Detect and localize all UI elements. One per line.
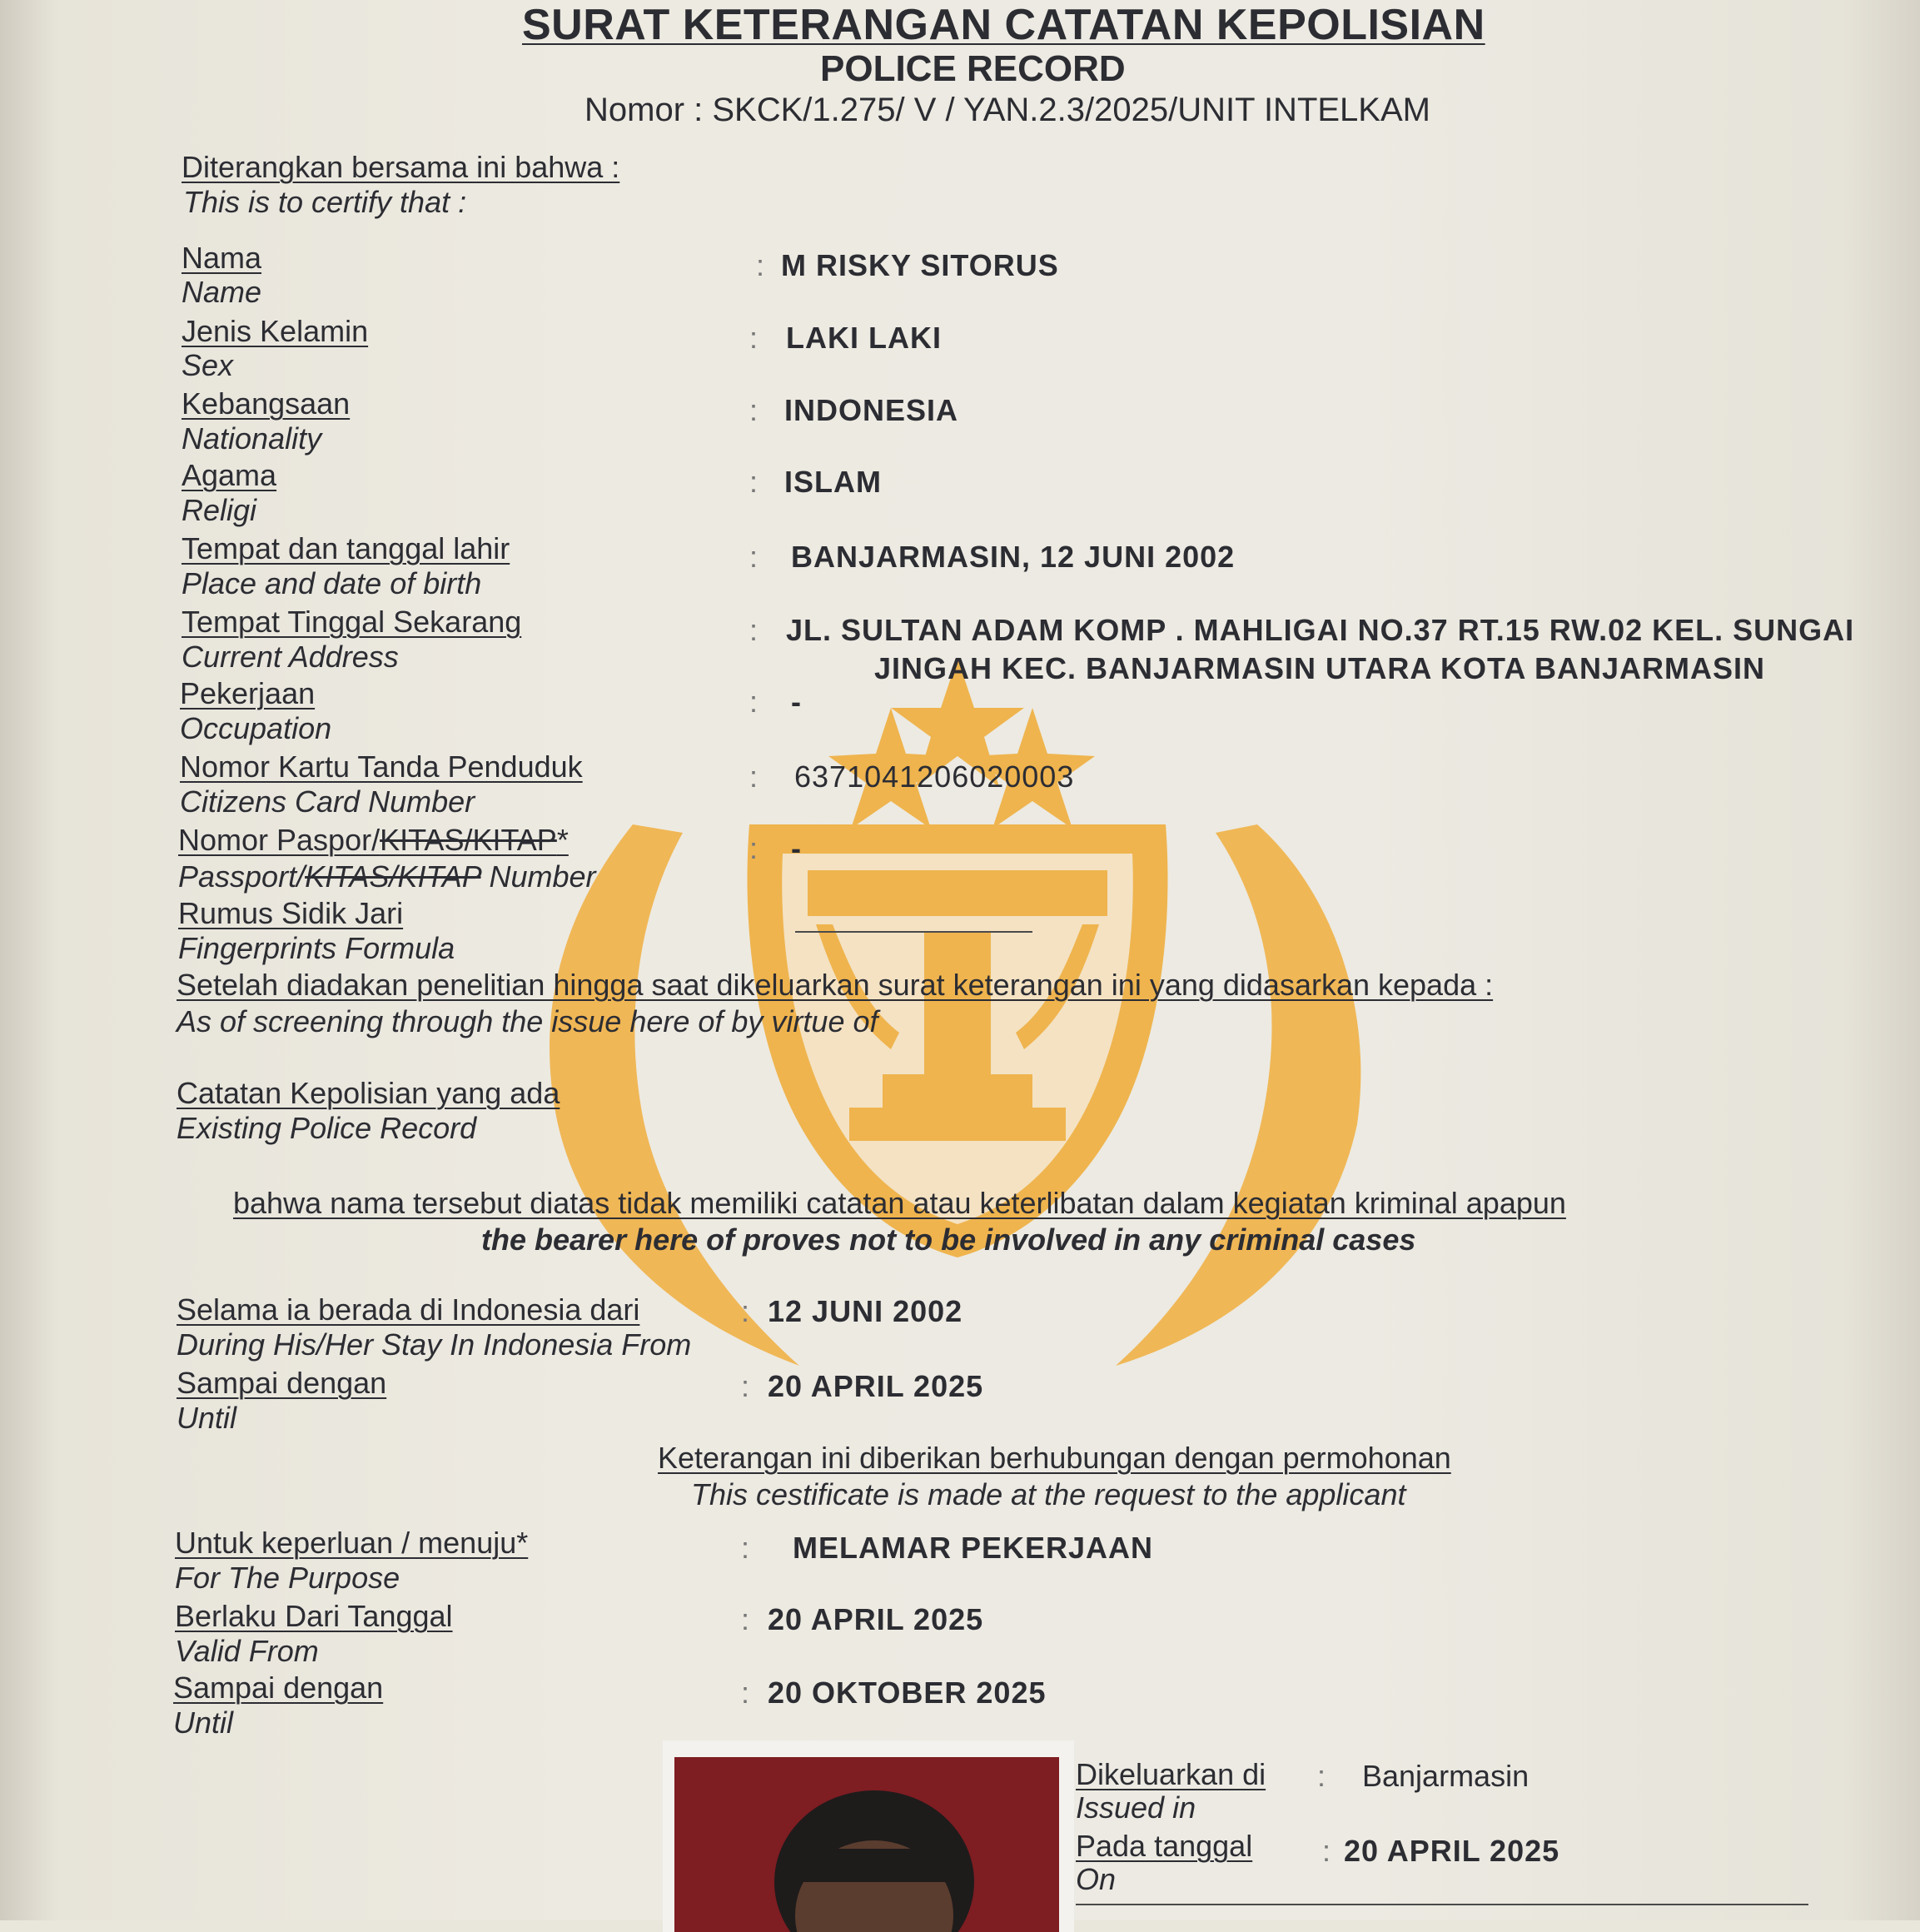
field-occupation-label-en: Occupation	[180, 711, 332, 745]
document-number: Nomor : SKCK/1.275/ V / YAN.2.3/2025/UNIT INTELKAM	[584, 92, 1430, 128]
stay-until-label: Sampai dengan	[177, 1366, 387, 1400]
field-address-value: JL. SULTAN ADAM KOMP . MAHLIGAI NO.37 RT.15 RW.02 KEL. SUNGAI	[786, 613, 1855, 647]
field-passport-label: Nomor Paspor/KITAS/KITAP*	[178, 823, 569, 857]
stay-until-label-en: Until	[177, 1401, 237, 1435]
field-sex-label-en: Sex	[182, 348, 234, 382]
field-nationality-label: Kebangsaan	[182, 386, 351, 421]
colon: :	[741, 1602, 750, 1636]
field-sex-value: LAKI LAKI	[786, 321, 942, 355]
field-name-label-en: Name	[182, 275, 262, 309]
field-birth-label-en: Place and date of birth	[182, 566, 482, 600]
request-label: Keterangan ini diberikan berhubungan dengan permohonan	[658, 1441, 1451, 1475]
issued-place-value: Banjarmasin	[1362, 1759, 1530, 1793]
record-label: Catatan Kepolisian yang ada	[177, 1076, 560, 1110]
record-label-en: Existing Police Record	[177, 1111, 477, 1145]
intro-label: Diterangkan bersama ini bahwa :	[182, 150, 620, 184]
colon: :	[749, 321, 759, 355]
colon: :	[741, 1294, 750, 1328]
field-religion-label-en: Religi	[182, 493, 257, 527]
colon: :	[741, 1369, 750, 1403]
valid-from-value: 20 APRIL 2025	[768, 1602, 984, 1636]
field-idcard-label-en: Citizens Card Number	[180, 784, 475, 819]
document-title: SURAT KETERANGAN CATATAN KEPOLISIAN	[522, 1, 1485, 49]
field-idcard-value: 6371041206020003	[794, 759, 1075, 794]
field-fingerprint-label: Rumus Sidik Jari	[178, 896, 404, 930]
valid-until-value: 20 OKTOBER 2025	[768, 1676, 1047, 1710]
purpose-label: Untuk keperluan / menuju*	[175, 1526, 529, 1560]
field-name-value: M RISKY SITORUS	[781, 248, 1059, 282]
issued-date-value: 20 APRIL 2025	[1344, 1834, 1560, 1868]
issued-date-label-en: On	[1076, 1862, 1117, 1896]
field-fingerprint-label-en: Fingerprints Formula	[178, 931, 455, 965]
signature-divider-line	[1076, 1904, 1808, 1905]
stay-until-value: 20 APRIL 2025	[768, 1369, 984, 1403]
applicant-portrait-icon	[674, 1757, 1059, 1932]
fingerprint-blank-line	[795, 931, 1032, 933]
purpose-value: MELAMAR PEKERJAAN	[793, 1531, 1154, 1565]
stay-from-value: 12 JUNI 2002	[768, 1294, 963, 1328]
colon: :	[749, 759, 759, 794]
field-nationality-value: INDONESIA	[784, 393, 959, 427]
field-religion-label: Agama	[182, 458, 277, 492]
field-sex-label: Jenis Kelamin	[182, 314, 369, 348]
field-address-value-line2: JINGAH KEC. BANJARMASIN UTARA KOTA BANJARMASIN	[874, 651, 1766, 685]
issued-place-label-en: Issued in	[1076, 1790, 1196, 1825]
field-birth-value: BANJARMASIN, 12 JUNI 2002	[791, 540, 1236, 574]
field-occupation-value: -	[791, 685, 802, 719]
applicant-photo	[674, 1757, 1059, 1932]
valid-until-label: Sampai dengan	[173, 1671, 384, 1705]
field-religion-value: ISLAM	[784, 465, 882, 499]
purpose-label-en: For The Purpose	[175, 1561, 400, 1595]
colon: :	[1317, 1759, 1326, 1793]
field-nationality-label-en: Nationality	[182, 421, 322, 456]
issued-date-label: Pada tanggal	[1076, 1829, 1253, 1863]
colon: :	[749, 393, 759, 427]
colon: :	[741, 1676, 750, 1710]
colon: :	[749, 685, 759, 719]
colon: :	[756, 248, 765, 282]
valid-until-label-en: Until	[173, 1705, 234, 1740]
request-label-en: This cestificate is made at the request to the applicant	[691, 1477, 1406, 1511]
stay-from-label: Selama ia berada di Indonesia dari	[177, 1292, 640, 1327]
record-statement: bahwa nama tersebut diatas tidak memiliki catatan atau keterlibatan dalam kegiatan kriminal apapun	[233, 1186, 1566, 1220]
colon: :	[749, 540, 759, 574]
record-statement-en: the bearer here of proves not to be involved in any criminal cases	[481, 1222, 1416, 1257]
intro-label-en: This is to certify that :	[183, 185, 467, 219]
field-passport-label-en: Passport/KITAS/KITAP Number	[178, 859, 596, 894]
colon: :	[1322, 1834, 1331, 1868]
field-passport-value: -	[791, 831, 802, 865]
field-birth-label: Tempat dan tanggal lahir	[182, 531, 510, 565]
field-name-label: Nama	[182, 241, 262, 275]
issued-place-label: Dikeluarkan di	[1076, 1757, 1266, 1791]
document-subtitle: POLICE RECORD	[820, 48, 1126, 89]
screening-label: Setelah diadakan penelitian hingga saat dikeluarkan surat keterangan ini yang didasarkan kepada :	[177, 968, 1494, 1002]
colon: :	[749, 831, 759, 865]
field-address-label-en: Current Address	[182, 640, 399, 674]
colon: :	[741, 1531, 750, 1565]
stay-from-label-en: During His/Her Stay In Indonesia From	[177, 1327, 692, 1362]
screening-label-en: As of screening through the issue here of by virtue of	[177, 1004, 878, 1038]
valid-from-label: Berlaku Dari Tanggal	[175, 1599, 453, 1633]
field-idcard-label: Nomor Kartu Tanda Penduduk	[180, 749, 583, 784]
colon: :	[749, 465, 759, 499]
colon: :	[749, 613, 759, 647]
field-occupation-label: Pekerjaan	[180, 676, 316, 710]
valid-from-label-en: Valid From	[175, 1634, 319, 1668]
field-address-label: Tempat Tinggal Sekarang	[182, 605, 522, 639]
